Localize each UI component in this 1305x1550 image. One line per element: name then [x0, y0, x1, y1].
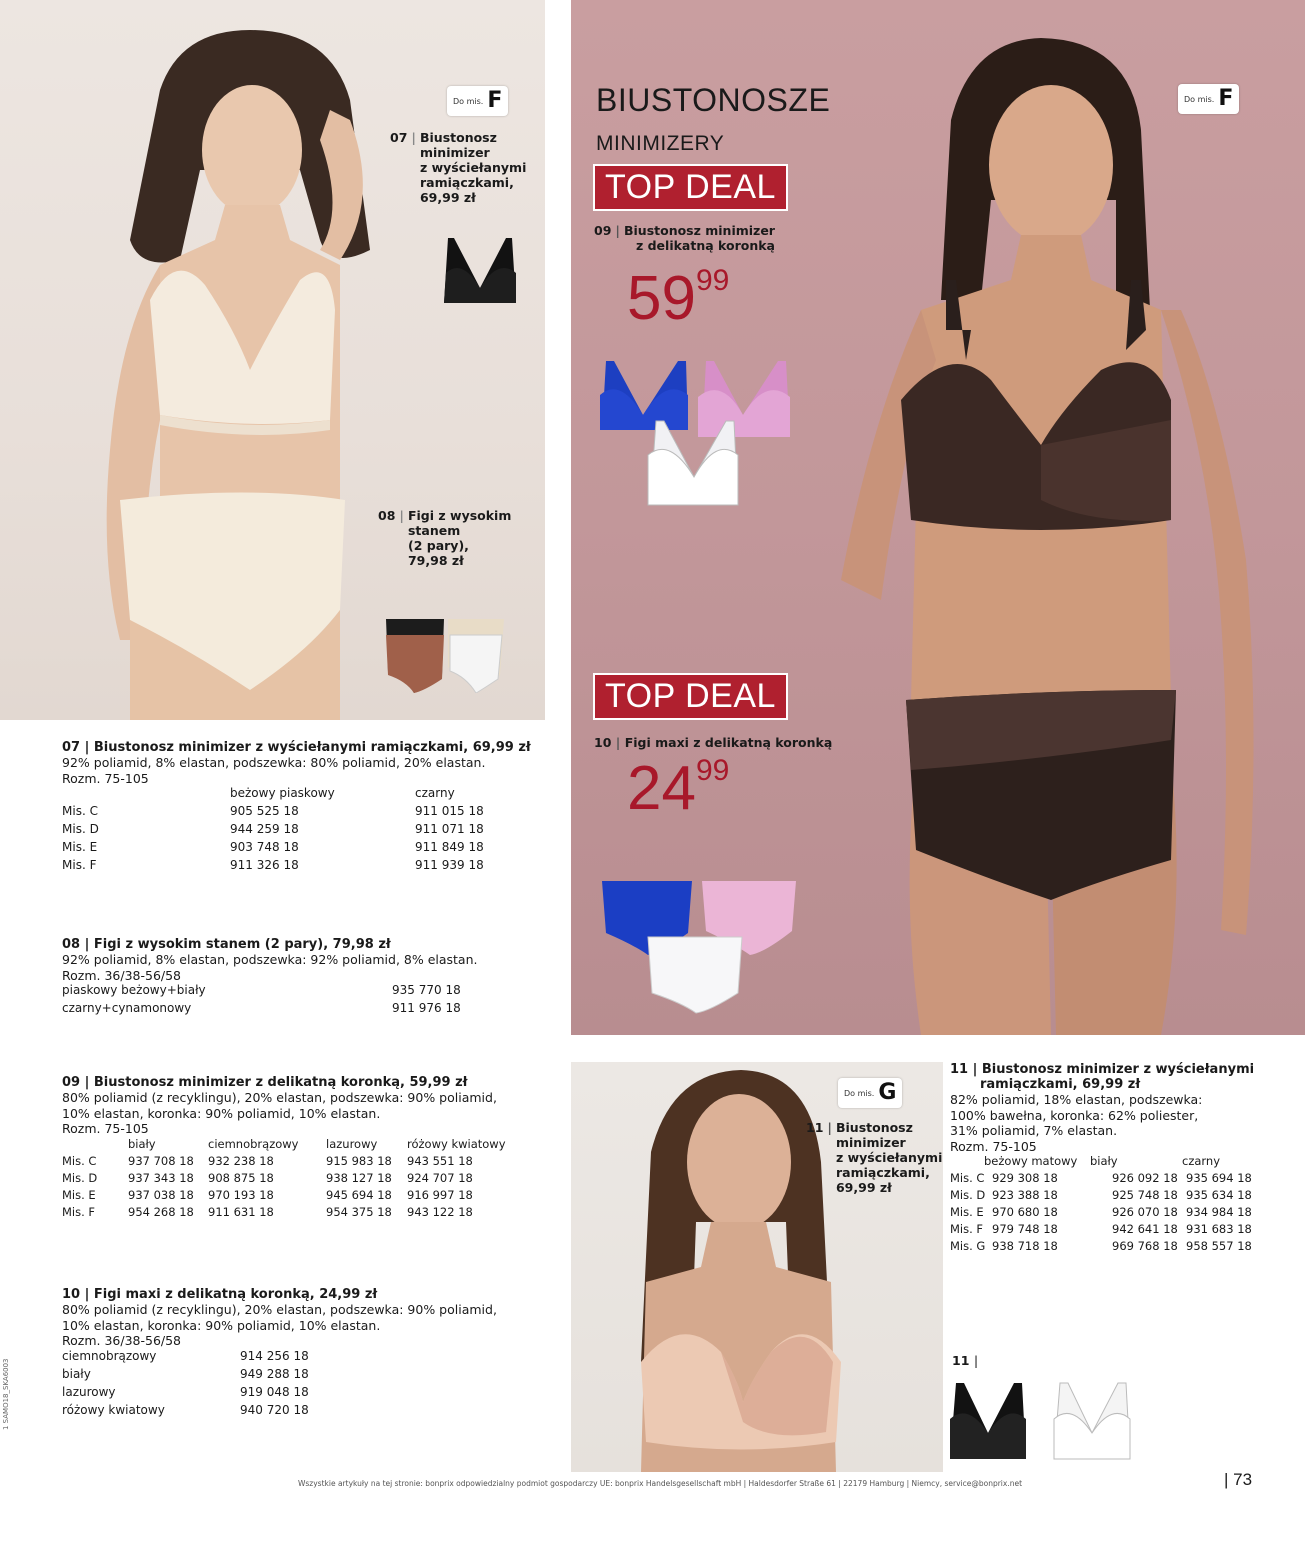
row-label: Mis. C — [62, 1153, 97, 1168]
page-number-value: 73 — [1233, 1470, 1253, 1489]
product-desc: 82% poliamid, 18% elastan, podszewka: — [950, 1092, 1203, 1107]
side-code: 1 SAMO18_SKA6003 — [2, 1358, 10, 1430]
order-number: 970 193 18 — [208, 1187, 274, 1202]
column-header: biały — [1090, 1154, 1118, 1168]
order-number: 937 038 18 — [128, 1187, 194, 1202]
order-number-table-08 — [62, 983, 552, 1019]
callout-number: 08 — [378, 508, 396, 523]
product-desc: 10% elastan, koronka: 90% poliamid, 10% elastan. — [62, 1317, 381, 1333]
callout-line: minimizer — [835, 1135, 906, 1150]
product-desc: 31% poliamid, 7% elastan. — [950, 1123, 1118, 1138]
callout-line: 69,99 zł — [835, 1180, 892, 1195]
order-number: 905 525 18 — [230, 804, 299, 818]
product-spec-10 — [62, 1287, 552, 1421]
row-label: Mis. G — [950, 1239, 986, 1253]
product-desc: 80% poliamid (z recyklingu), 20% elastan, podszewka: 90% poliamid, — [62, 1302, 497, 1317]
product-spec-09 — [62, 1075, 552, 1225]
product-spec-11 — [950, 1062, 1270, 1258]
price-09 — [627, 264, 730, 333]
callout-10: 10 | Figi maxi z delikatną koronką — [594, 735, 833, 750]
callout-11-thumb: 11 | — [952, 1353, 979, 1368]
order-number: 945 694 18 — [326, 1187, 392, 1202]
callout-line: Biustonosz — [835, 1120, 913, 1135]
order-number: 914 256 18 — [240, 1348, 309, 1363]
product-desc: 92% poliamid, 8% elastan, podszewka: 80% poliamid, 20% elastan. — [62, 755, 486, 770]
product-title: 10 | Figi maxi z delikatną koronką, 24,99 zł — [62, 1287, 378, 1302]
cup-badge-prefix: Do mis. — [844, 1088, 875, 1098]
order-number: 938 718 18 — [992, 1239, 1058, 1253]
row-label: Mis. E — [62, 1187, 96, 1202]
order-number: 911 976 18 — [392, 1001, 461, 1015]
callout-number: 10 — [594, 735, 612, 750]
order-number: 908 875 18 — [208, 1170, 274, 1185]
price-decimal: 99 — [695, 264, 730, 297]
callout-line: 69,99 zł — [419, 190, 476, 205]
row-label: Mis. C — [62, 804, 98, 818]
row-label: Mis. D — [62, 822, 99, 836]
top-deal-banner-10: TOP DEAL — [593, 673, 788, 720]
price-integer: 24 — [627, 754, 696, 823]
order-number-table-11 — [950, 1154, 1270, 1258]
order-number: 929 308 18 — [992, 1171, 1058, 1185]
order-number: 942 641 18 — [1112, 1222, 1178, 1236]
order-number: 911 849 18 — [415, 840, 484, 854]
product-desc: 92% poliamid, 8% elastan, podszewka: 92% poliamid, 8% elastan. — [62, 952, 478, 967]
column-header: ciemnobrązowy — [208, 1136, 299, 1151]
cup-size-badge-07 — [447, 86, 508, 116]
order-number: 911 015 18 — [415, 804, 484, 818]
cup-badge-prefix: Do mis. — [1184, 94, 1215, 104]
row-label: Mis. C — [950, 1171, 985, 1185]
column-header: czarny — [415, 786, 455, 800]
order-number: 979 748 18 — [992, 1222, 1058, 1236]
order-number: 954 375 18 — [326, 1204, 392, 1219]
cup-badge-letter: F — [487, 88, 503, 113]
product-desc: 10% elastan, koronka: 90% poliamid, 10% elastan. — [62, 1105, 381, 1121]
callout-line: Biustonosz minimizer — [623, 223, 775, 238]
column-header: beżowy piaskowy — [230, 786, 335, 800]
row-label: Mis. D — [950, 1188, 986, 1202]
order-number: 931 683 18 — [1186, 1222, 1252, 1236]
order-number-table-07 — [62, 786, 552, 871]
row-label: piaskowy beżowy+biały — [62, 983, 206, 997]
row-label: Mis. E — [62, 840, 98, 854]
product-title: 07 | Biustonosz minimizer z wyściełanymi ramiączkami, 69,99 zł — [62, 740, 531, 755]
bra-variants-11 — [948, 1375, 1143, 1465]
callout-line: z wyściełanymi — [419, 160, 527, 175]
hero-subheading: MINIMIZERY — [596, 132, 725, 155]
callout-number: 11 — [806, 1120, 824, 1135]
product-sizes: Rozm. 75-105 — [62, 1121, 149, 1136]
footer-legal: Wszystkie artykuły na tej stronie: bonprix odpowiedzialny podmiot gospodarczy UE: bonprix Handelsgesellschaft mbH | Haldesdorfer Straße 61 | 22179 Hamburg | Niemcy, service@bonprix.net — [297, 1479, 1023, 1488]
price-10 — [627, 754, 730, 823]
row-label: Mis. F — [62, 858, 97, 872]
order-number: 911 939 18 — [415, 858, 484, 872]
cup-badge-letter: F — [1218, 86, 1234, 111]
column-header: czarny — [1182, 1154, 1221, 1168]
callout-11: 11 | Biustonosz minimizer z wyściełanymi ramiączkami, 69,99 zł — [806, 1120, 943, 1195]
price-integer: 59 — [627, 264, 696, 333]
order-number: 926 070 18 — [1112, 1205, 1178, 1219]
column-header: beżowy matowy — [984, 1154, 1078, 1168]
bra-black-thumbnail — [440, 233, 522, 308]
order-number: 934 984 18 — [1186, 1205, 1252, 1219]
callout-number: 07 — [390, 130, 408, 145]
cup-size-badge-09 — [1178, 84, 1239, 114]
callout-line: Biustonosz — [419, 130, 497, 145]
product-desc: 100% bawełna, koronka: 62% poliester, — [950, 1107, 1199, 1123]
order-number-table-09 — [62, 1137, 552, 1225]
order-number: 925 748 18 — [1112, 1188, 1178, 1202]
row-label: lazurowy — [62, 1384, 116, 1399]
order-number: 932 238 18 — [208, 1153, 274, 1168]
price-decimal: 99 — [695, 754, 730, 787]
row-label: biały — [62, 1366, 91, 1381]
row-label: Mis. F — [62, 1204, 96, 1219]
order-number: 923 388 18 — [992, 1188, 1058, 1202]
hero-heading: BIUSTONOSZE — [596, 82, 831, 118]
product-desc: 80% poliamid (z recyklingu), 20% elastan, podszewka: 90% poliamid, — [62, 1090, 497, 1105]
row-label: czarny+cynamonowy — [62, 1001, 192, 1015]
cup-badge-prefix: Do mis. — [453, 96, 484, 106]
order-number: 919 048 18 — [240, 1384, 309, 1399]
callout-number: 11 — [952, 1353, 970, 1368]
callout-09: 09 | Biustonosz minimizer z delikatną koronką — [594, 223, 775, 253]
order-number: 938 127 18 — [326, 1170, 392, 1185]
order-number: 958 557 18 — [1186, 1239, 1252, 1253]
product-title-cont: ramiączkami, 69,99 zł — [980, 1077, 1141, 1092]
order-number: 924 707 18 — [407, 1170, 473, 1185]
callout-07: 07 | Biustonosz minimizer z wyściełanymi ramiączkami, 69,99 zł — [390, 130, 527, 205]
order-number: 949 288 18 — [240, 1366, 309, 1381]
product-sizes: Rozm. 75-105 — [950, 1138, 1037, 1154]
order-number: 937 708 18 — [128, 1153, 194, 1168]
cup-size-badge-11 — [838, 1078, 902, 1108]
order-number: 903 748 18 — [230, 840, 299, 854]
callout-line: z delikatną koronką — [635, 238, 775, 253]
row-label: Mis. D — [62, 1170, 98, 1185]
order-number: 943 122 18 — [407, 1204, 473, 1219]
order-number-table-10 — [62, 1349, 552, 1421]
product-spec-07 — [62, 740, 552, 871]
callout-number: 09 — [594, 223, 612, 238]
order-number: 916 997 18 — [407, 1187, 473, 1202]
product-title: 11 | Biustonosz minimizer z wyściełanymi — [950, 1062, 1255, 1077]
product-spec-08 — [62, 937, 552, 1019]
column-header: biały — [128, 1136, 156, 1151]
product-title: 09 | Biustonosz minimizer z delikatną koronką, 59,99 zł — [62, 1075, 468, 1090]
order-number: 935 770 18 — [392, 983, 461, 997]
callout-line: z wyściełanymi — [835, 1150, 943, 1165]
page-number: | 73 — [1224, 1470, 1253, 1489]
order-number: 944 259 18 — [230, 822, 299, 836]
row-label: ciemnobrązowy — [62, 1348, 157, 1363]
callout-line: Figi z wysokim — [407, 508, 512, 523]
briefs-2pack-thumbnail — [384, 615, 508, 693]
order-number: 937 343 18 — [128, 1170, 194, 1185]
product-title: 08 | Figi z wysokim stanem (2 pary), 79,98 zł — [62, 937, 391, 952]
product-sizes: Rozm. 75-105 — [62, 770, 149, 786]
order-number: 911 631 18 — [208, 1204, 274, 1219]
order-number: 911 071 18 — [415, 822, 484, 836]
order-number: 911 326 18 — [230, 858, 299, 872]
callout-line: ramiączkami, — [419, 175, 514, 190]
row-label: różowy kwiatowy — [62, 1402, 165, 1417]
cup-badge-letter: G — [878, 1080, 897, 1105]
order-number: 943 551 18 — [407, 1153, 473, 1168]
callout-line: stanem — [407, 523, 461, 538]
column-header: różowy kwiatowy — [407, 1136, 506, 1151]
callout-line: (2 pary), — [407, 538, 469, 553]
column-header: lazurowy — [326, 1136, 378, 1151]
order-number: 954 268 18 — [128, 1204, 194, 1219]
callout-08: 08 | Figi z wysokim stanem (2 pary), 79,98 zł — [378, 508, 512, 568]
order-number: 970 680 18 — [992, 1205, 1058, 1219]
top-deal-banner-09: TOP DEAL — [593, 164, 788, 211]
callout-line: 79,98 zł — [407, 553, 464, 568]
callout-line: minimizer — [419, 145, 490, 160]
row-label: Mis. F — [950, 1222, 984, 1236]
product-sizes: Rozm. 36/38-56/58 — [62, 1333, 182, 1348]
order-number: 915 983 18 — [326, 1153, 392, 1168]
briefs-color-variants-10 — [600, 875, 800, 1015]
order-number: 940 720 18 — [240, 1402, 309, 1417]
order-number: 969 768 18 — [1112, 1239, 1178, 1253]
callout-line: Figi maxi z delikatną koronką — [624, 735, 833, 750]
callout-line: ramiączkami, — [835, 1165, 930, 1180]
row-label: Mis. E — [950, 1205, 984, 1219]
order-number: 926 092 18 — [1112, 1171, 1178, 1185]
order-number: 935 694 18 — [1186, 1171, 1252, 1185]
order-number: 935 634 18 — [1186, 1188, 1252, 1202]
bra-color-variants-09 — [598, 355, 798, 515]
product-sizes: Rozm. 36/38-56/58 — [62, 967, 182, 983]
